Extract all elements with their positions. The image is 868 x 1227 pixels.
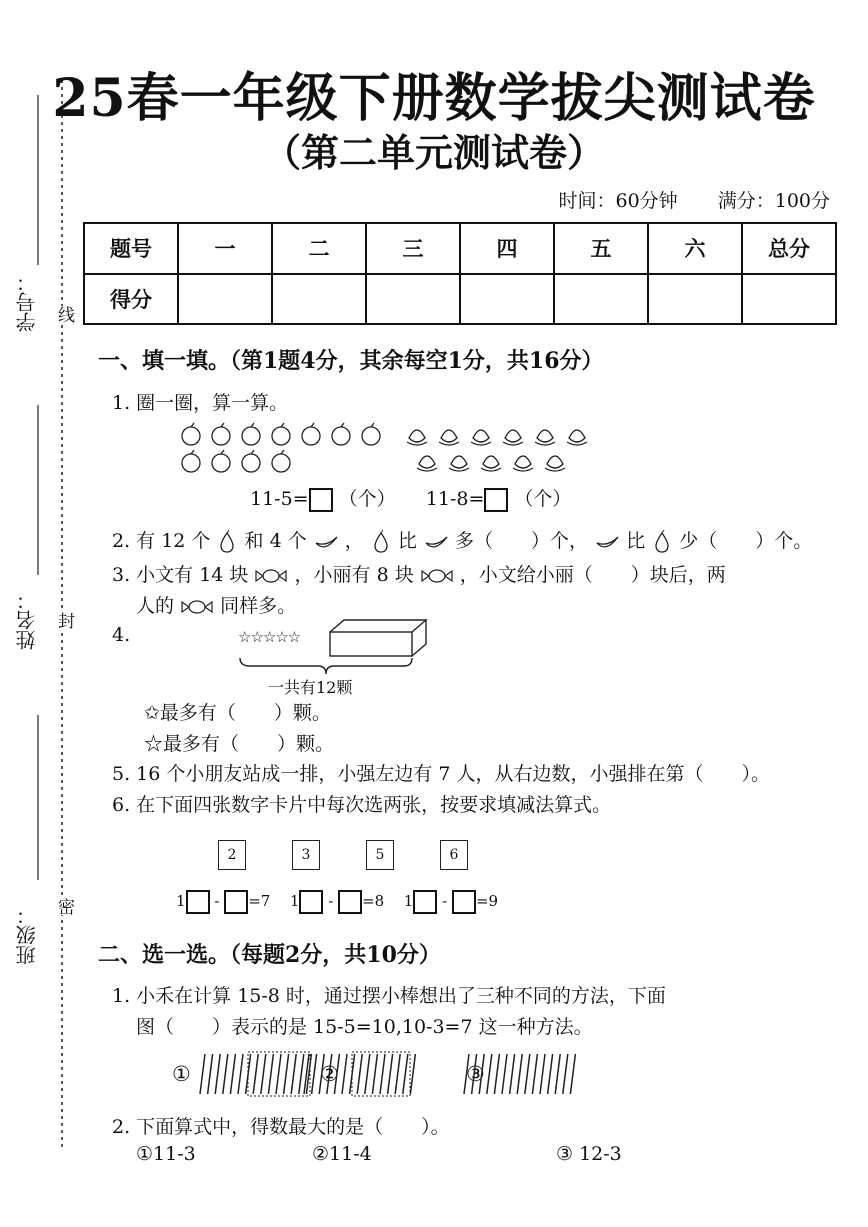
score-input-cell[interactable] — [178, 274, 272, 325]
peach-icon — [439, 430, 459, 445]
stick-icon — [334, 1054, 339, 1094]
stick-icon — [365, 1054, 370, 1094]
q4-caption: 一共有12颗 — [268, 678, 353, 697]
apples-illustration — [178, 420, 398, 476]
stick-icon — [472, 1054, 477, 1094]
stick-icon — [291, 1054, 296, 1094]
answer-box[interactable] — [452, 890, 476, 914]
stick-icon — [230, 1054, 235, 1094]
stick-icon — [327, 1054, 332, 1094]
candy-icon — [420, 567, 454, 585]
stick-icon — [532, 1054, 537, 1094]
score-input-cell[interactable] — [460, 274, 554, 325]
stick-icon — [238, 1054, 243, 1094]
exam-meta — [525, 186, 831, 213]
stick-icon — [299, 1054, 304, 1094]
q2-2-option-1[interactable]: ①11-3 — [136, 1143, 196, 1165]
section2-heading: 二、选一选。（每题2分，共10分） — [98, 942, 441, 968]
q1-1-equations — [250, 484, 571, 512]
apple-icon — [302, 423, 320, 445]
section1-heading: 一、填一填。（第1题4分，其余每空1分，共16分） — [98, 348, 604, 374]
stick-icon — [253, 1054, 258, 1094]
q6-minus: - — [442, 892, 448, 910]
black-star-icon: ✩ — [144, 702, 160, 724]
stick-icon — [464, 1054, 469, 1094]
exam-full-score: 满分：100分 — [717, 190, 830, 212]
peach-icon — [481, 456, 501, 471]
stick-icon — [284, 1054, 289, 1094]
peach-icon — [513, 456, 533, 471]
exam-time: 时间：60分钟 — [558, 190, 678, 212]
stick-icon — [510, 1054, 515, 1094]
q2-text: 比 — [626, 530, 646, 552]
peach-icon — [407, 430, 427, 445]
stick-icon — [223, 1054, 228, 1094]
q2-2-option-3[interactable]: ③ 12-3 — [556, 1143, 622, 1165]
answer-box[interactable] — [484, 488, 508, 512]
stick-icon — [563, 1054, 568, 1094]
seal-seal-label: 封 — [52, 612, 77, 629]
stick-option-1-label[interactable]: ① — [172, 1062, 191, 1086]
answer-box[interactable] — [299, 890, 323, 914]
answer-box[interactable] — [309, 488, 333, 512]
stick-icon — [312, 1054, 317, 1094]
q2-text: 比 — [397, 530, 417, 552]
stick-icon — [215, 1054, 220, 1094]
pear-icon — [216, 530, 238, 554]
q6-prefix: 1 — [176, 892, 186, 910]
pear-icon — [370, 530, 392, 554]
q4-line2: ☆最多有（ ）颗。 — [144, 733, 335, 755]
q6-prefix: 1 — [289, 892, 300, 910]
q1-5: 5. 16 个小朋友站成一排，小强左边有 7 人，从右边数，小强排在第（ ）。 — [112, 763, 771, 785]
stick-option-3-label[interactable]: ③ — [466, 1062, 485, 1086]
q3-text: 同样多。 — [220, 595, 297, 617]
apple-icon — [242, 423, 260, 445]
number-card[interactable]: 3 — [292, 840, 320, 870]
apple-icon — [272, 450, 290, 472]
peach-icon — [567, 430, 587, 445]
q1-3-line2 — [136, 591, 296, 618]
page-title: 25春一年级下册数学拔尖测试卷 — [52, 68, 816, 129]
q2-text: 少（ ）个。 — [679, 530, 813, 552]
candy-icon — [254, 567, 288, 585]
q6-eq — [176, 892, 275, 910]
stick-icon — [357, 1054, 362, 1094]
q6-minus: - — [328, 892, 334, 910]
answer-box[interactable] — [186, 890, 210, 914]
q1-2 — [112, 526, 812, 554]
stick-icon — [319, 1054, 324, 1094]
q3-text: 人的 — [136, 595, 175, 617]
q6-minus: - — [214, 892, 220, 910]
q6-eq — [290, 892, 389, 910]
score-cell-header: 总分 — [742, 223, 836, 274]
q6-equations — [176, 890, 498, 914]
score-row-label: 得分 — [84, 274, 178, 325]
q6-prefix: 1 — [403, 892, 414, 910]
q2-2: 2. 下面算式中，得数最大的是（ ）。 — [112, 1116, 450, 1138]
score-input-cell[interactable] — [648, 274, 742, 325]
stick-icon — [276, 1054, 281, 1094]
q3-text: 3. 小文有 14 块 — [112, 564, 249, 586]
stick-icon — [395, 1054, 400, 1094]
stick-icon — [487, 1054, 492, 1094]
q1-eq1: 11-5= — [250, 488, 309, 510]
q2-1-line2: 图（ ）表示的是 15-5=10,10-3=7 这一种方法。 — [136, 1016, 593, 1038]
page-subtitle: （第二单元测试卷） — [262, 130, 605, 175]
score-input-cell[interactable] — [366, 274, 460, 325]
apple-icon — [332, 423, 350, 445]
answer-box[interactable] — [224, 890, 248, 914]
stick-icon — [494, 1054, 499, 1094]
apple-icon — [182, 423, 200, 445]
stick-icon — [540, 1054, 545, 1094]
number-card[interactable]: 2 — [218, 840, 246, 870]
q2-2-option-2[interactable]: ②11-4 — [312, 1143, 372, 1165]
seal-close-label: 密 — [52, 898, 77, 915]
banana-icon — [594, 531, 620, 553]
stick-icon — [525, 1054, 530, 1094]
score-cell-header: 一 — [178, 223, 272, 274]
peach-icon — [471, 430, 491, 445]
number-card[interactable]: 5 — [366, 840, 394, 870]
score-cell-header: 题号 — [84, 223, 178, 274]
apple-icon — [242, 450, 260, 472]
stick-icon — [200, 1054, 205, 1094]
q2-1-line1: 1. 小禾在计算 15-8 时，通过摆小棒想出了三种不同的方法，下面 — [112, 985, 666, 1007]
score-input-cell[interactable] — [742, 274, 836, 325]
stick-icon — [372, 1054, 377, 1094]
number-card[interactable]: 6 — [440, 840, 468, 870]
banana-icon — [423, 531, 449, 553]
stick-icon — [502, 1054, 507, 1094]
answer-box[interactable] — [413, 890, 437, 914]
q1-1-text: 1. 圈一圈，算一算。 — [112, 392, 289, 414]
q2-text: 多（ ）个， — [455, 530, 589, 552]
score-cell-header: 五 — [554, 223, 648, 274]
peach-icon — [503, 430, 523, 445]
class-label: 班级： — [15, 905, 39, 965]
stick-icon — [410, 1054, 415, 1094]
q4-number: 4. — [112, 624, 131, 646]
q4-stars: ☆☆☆☆☆ — [238, 628, 301, 646]
score-cell-header: 三 — [366, 223, 460, 274]
q3-text: ，小文给小丽（ ）块后，两 — [459, 564, 726, 586]
q6-eq — [404, 892, 498, 910]
q1-6: 6. 在下面四张数字卡片中每次选两张，按要求填减法算式。 — [112, 794, 612, 816]
stick-icon — [548, 1054, 553, 1094]
q1-unit2: （个） — [514, 488, 572, 510]
apple-icon — [272, 423, 290, 445]
q6-result: =8 — [362, 892, 385, 910]
score-table-score-row — [84, 274, 836, 325]
stick-icon — [268, 1054, 273, 1094]
apple-icon — [212, 450, 230, 472]
score-input-cell[interactable] — [272, 274, 366, 325]
score-input-cell[interactable] — [554, 274, 648, 325]
stick-option-2-label[interactable]: ② — [320, 1062, 339, 1086]
apple-icon — [212, 423, 230, 445]
pear-icon — [651, 530, 673, 554]
name-label: 姓名： — [15, 590, 39, 650]
stick-icon — [342, 1054, 347, 1094]
score-table-header-row — [84, 223, 836, 274]
banana-icon — [313, 531, 339, 553]
q6-result: =9 — [475, 892, 499, 910]
score-table — [83, 222, 837, 325]
stick-icon — [517, 1054, 522, 1094]
q4-line1 — [144, 698, 331, 725]
stick-icon — [388, 1054, 393, 1094]
q1-eq2: 11-8= — [425, 488, 485, 510]
q4-line1-text: 最多有（ ）颗。 — [159, 702, 331, 724]
score-cell-header: 二 — [272, 223, 366, 274]
stick-icon — [570, 1054, 575, 1094]
q2-text: 2. 有 12 个 — [112, 530, 211, 552]
q2-text: 和 4 个 — [244, 530, 307, 552]
sticks-illustration — [196, 1050, 616, 1098]
peach-icon — [449, 456, 469, 471]
stick-icon — [403, 1054, 408, 1094]
q1-unit1: （个） — [338, 488, 396, 510]
stick-icon — [261, 1054, 266, 1094]
student-id-label: 学号： — [15, 272, 39, 332]
stick-icon — [555, 1054, 560, 1094]
stick-icon — [208, 1054, 213, 1094]
apple-icon — [362, 423, 380, 445]
peach-icon — [535, 430, 555, 445]
peach-icon — [545, 456, 565, 471]
answer-box[interactable] — [338, 890, 362, 914]
score-cell-header: 六 — [648, 223, 742, 274]
q6-result: =7 — [248, 892, 271, 910]
score-cell-header: 四 — [460, 223, 554, 274]
candy-icon — [180, 598, 214, 616]
q2-text: ， — [344, 530, 364, 552]
peaches-illustration — [405, 420, 605, 476]
peach-icon — [417, 456, 437, 471]
seal-line-label: 线 — [52, 306, 77, 323]
stick-icon — [380, 1054, 385, 1094]
q1-3-line1 — [112, 560, 726, 587]
q3-text: ，小丽有 8 块 — [294, 564, 414, 586]
apple-icon — [182, 450, 200, 472]
stick-icon — [479, 1054, 484, 1094]
